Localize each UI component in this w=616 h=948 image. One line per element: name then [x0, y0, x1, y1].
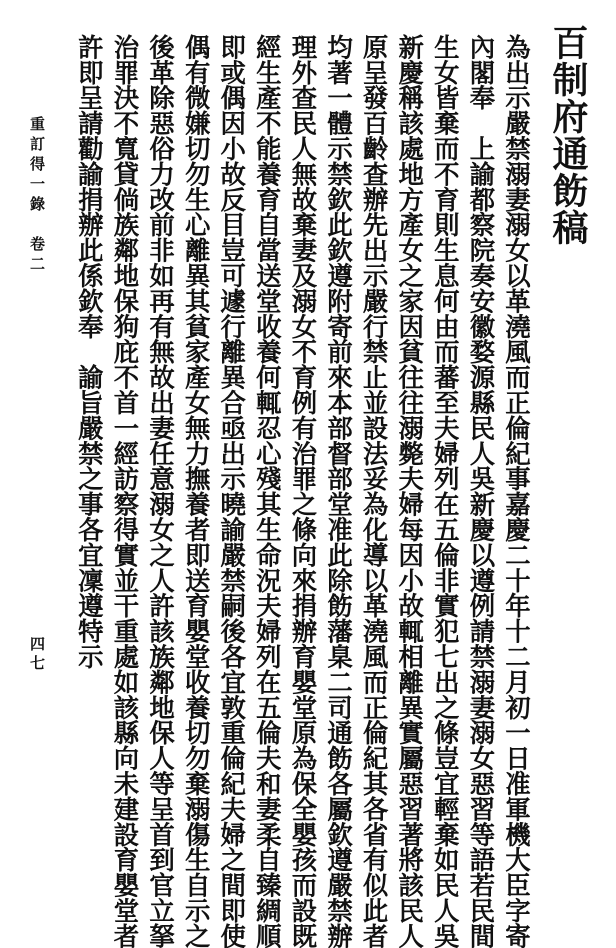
text-column: 許即呈請勸諭捐辦此係欽奉 諭旨嚴禁之事各宜凜遵特示 — [74, 34, 105, 669]
text-column: 理外查民人無故棄妻及溺女不育例有治罪之條向來捐辦育嬰堂原為保全嬰孩而設既 — [288, 34, 319, 948]
text-column: 後革除惡俗力改前非如再有無故出妻任意溺女之人許該族鄰地保人等呈首到官立拏 — [146, 34, 177, 948]
text-column: 偶有微嫌切勿生心離異其貧家產女無力撫養者即送育嬰堂收養切勿棄溺傷生自示之 — [181, 34, 212, 948]
text-column: 內閣奉 上諭都察院奏安徽婺源縣民人吳新慶以遵例請禁溺妻溺女惡習等語若民間 — [466, 34, 497, 948]
text-column: 治罪決不寬貸倘族鄰地保狗庇不首一經訪察得實並干重處如該縣向未建設育嬰堂者 — [110, 34, 141, 948]
page-number: 四七 — [28, 636, 46, 674]
page-title: 百制府通飭稿 — [547, 24, 589, 246]
text-column: 生女皆棄而不育則生息何由而蕃至夫婦列在五倫非實犯七出之條豈宜輕棄如民人吳 — [430, 34, 461, 948]
text-column: 原呈發百齡查辦先出示嚴行禁止並設法妥為化導以革澆風而正倫紀其各省有似此者 — [359, 34, 390, 948]
text-column: 新慶稱該處地方產女之家因貧往往溺斃夫婦每因小故輒相離異實屬惡習著將該民人 — [395, 34, 426, 948]
book-title-gutter: 重訂得一錄 卷二 — [28, 116, 46, 276]
text-column: 均著一體示禁欽此欽遵附寄前來本部督部堂准此除飭藩臬二司通飭各屬欽遵嚴禁辦 — [324, 34, 355, 948]
text-column: 經生產不能養育自當送堂收養何輒忍心殘其生命況夫婦列在五倫夫和妻柔自臻綢順 — [252, 34, 283, 948]
text-column: 即或偶因小故反目豈可遽行離異合亟出示曉諭嚴禁嗣後各宜敦重倫紀夫婦之間即使 — [217, 34, 248, 948]
text-column: 為出示嚴禁溺妻溺女以革澆風而正倫紀事嘉慶二十年十二月初一日准軍機大臣字寄 — [502, 34, 532, 948]
body-text — [71, 34, 534, 948]
